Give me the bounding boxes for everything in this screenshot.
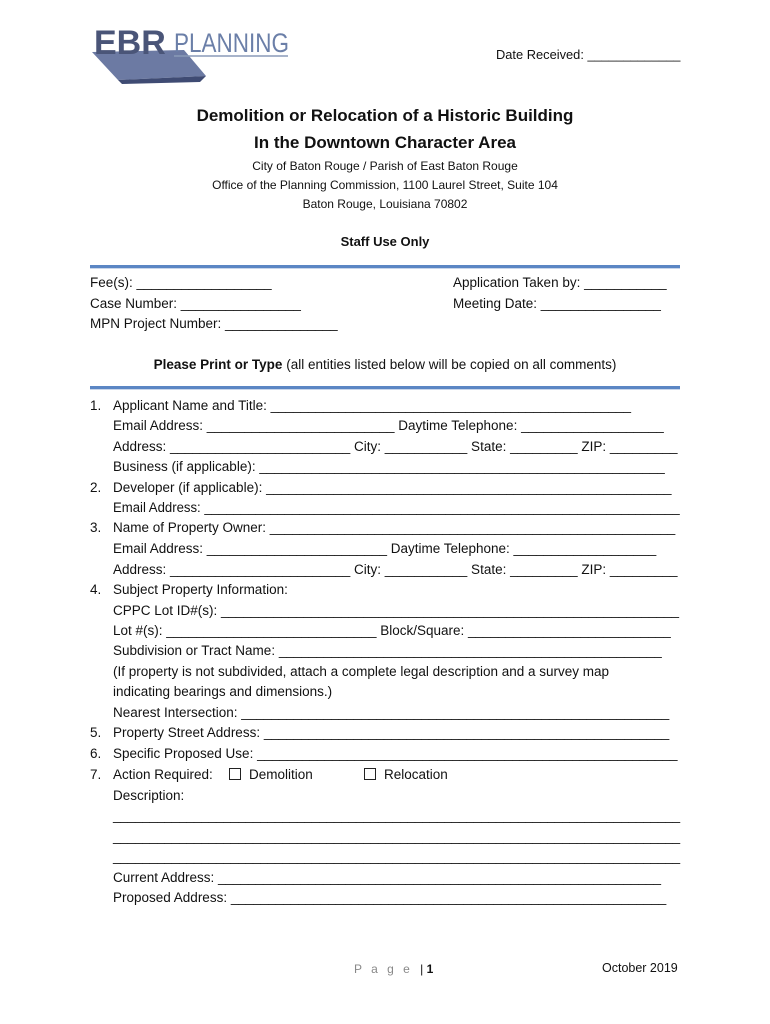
instructions	[0, 357, 770, 372]
form-title-line1: Demolition or Relocation of a Historic Building	[196, 106, 574, 125]
form-divider	[90, 386, 680, 389]
business-field[interactable]: Business (if applicable): ______________________________________________________	[113, 459, 665, 474]
developer-email-field[interactable]: Email Address: _________________________________________________________________	[113, 500, 680, 515]
logo-word: PLANNING	[174, 28, 289, 58]
legal-note-line2: indicating bearings and dimensions.)	[113, 684, 333, 699]
demolition-label: Demolition	[249, 767, 313, 782]
nearest-intersection-field[interactable]: Nearest Intersection: _________________________________________________________	[113, 705, 670, 720]
revision-date: October 2019	[602, 961, 678, 975]
item-number-7: 7.	[90, 767, 102, 782]
ebr-planning-logo	[88, 12, 293, 84]
staff-divider	[90, 265, 680, 268]
owner-email-phone-field[interactable]: Email Address: ________________________ Daytime Telephone: ___________________	[113, 541, 657, 556]
current-address-field[interactable]: Current Address: ___________________________________________________________	[113, 870, 662, 885]
item-number-1: 1.	[90, 398, 102, 413]
item-number-2: 2.	[90, 480, 102, 495]
proposed-address-field[interactable]: Proposed Address: __________________________________________________________	[113, 890, 667, 905]
office-address-line1: City of Baton Rouge / Parish of East Baton Rouge	[252, 159, 518, 173]
relocation-label: Relocation	[384, 767, 448, 782]
property-owner-field[interactable]: Name of Property Owner: ______________________________________________________	[113, 520, 676, 535]
item-number-4: 4.	[90, 582, 102, 597]
item-number-3: 3.	[90, 520, 102, 535]
developer-field[interactable]: Developer (if applicable): ______________________________________________________	[113, 480, 672, 495]
description-label: Description:	[113, 788, 185, 803]
form-title-line2: In the Downtown Character Area	[254, 133, 516, 152]
fees-field[interactable]: Fee(s): __________________	[90, 275, 272, 290]
relocation-checkbox[interactable]	[364, 768, 376, 780]
applicant-email-phone-field[interactable]: Email Address: _________________________ Daytime Telephone: ___________________	[113, 418, 664, 433]
action-required-label: Action Required:	[113, 767, 213, 782]
applicant-address-field[interactable]: Address: ________________________ City: ___________ State: _________ ZIP: _________	[113, 439, 678, 454]
mpn-project-field[interactable]: MPN Project Number: _______________	[90, 316, 338, 331]
office-address-line3: Baton Rouge, Louisiana 70802	[302, 197, 468, 211]
subdivision-field[interactable]: Subdivision or Tract Name: ___________________________________________________	[113, 643, 662, 658]
logo-graphic	[88, 12, 293, 84]
page-label: P a g e	[354, 962, 413, 976]
page-indicator	[354, 962, 433, 976]
property-street-address-field[interactable]: Property Street Address: ______________________________________________________	[113, 725, 670, 740]
instructions-normal: (all entities listed below will be copied on all comments)	[286, 357, 617, 372]
instructions-bold: Please Print or Type	[153, 357, 283, 372]
subject-property-label: Subject Property Information:	[113, 582, 288, 597]
legal-note-line1: (If property is not subdivided, attach a complete legal description and a survey map	[113, 664, 610, 679]
cppc-lot-id-field[interactable]: CPPC Lot ID#(s): _____________________________________________________________	[113, 603, 680, 618]
page-separator: |	[420, 962, 424, 976]
demolition-option[interactable]	[229, 767, 313, 782]
lot-block-field[interactable]: Lot #(s): ____________________________ Block/Square: ___________________________	[113, 623, 671, 638]
description-line-3[interactable]: _____________________________________________________________________________	[113, 849, 681, 864]
staff-use-heading: Staff Use Only	[340, 234, 430, 249]
date-received-field[interactable]: Date Received: _____________	[496, 47, 681, 62]
demolition-checkbox[interactable]	[229, 768, 241, 780]
item-number-5: 5.	[90, 725, 102, 740]
applicant-name-field[interactable]: Applicant Name and Title: ________________________________________________	[113, 398, 631, 413]
office-address-line2: Office of the Planning Commission, 1100 Laurel Street, Suite 104	[212, 178, 558, 192]
description-line-2[interactable]: _____________________________________________________________________________	[113, 829, 681, 844]
owner-address-field[interactable]: Address: ________________________ City: ___________ State: _________ ZIP: _________	[113, 562, 678, 577]
relocation-option[interactable]	[364, 767, 448, 782]
case-number-field[interactable]: Case Number: ________________	[90, 296, 301, 311]
page-number: 1	[426, 962, 434, 976]
item-number-6: 6.	[90, 746, 102, 761]
logo-letters: EBR	[94, 24, 166, 62]
description-line-1[interactable]: _____________________________________________________________________________	[113, 808, 681, 823]
application-taken-by-field[interactable]: Application Taken by: ___________	[453, 275, 667, 290]
proposed-use-field[interactable]: Specific Proposed Use: ________________________________________________________	[113, 746, 678, 761]
meeting-date-field[interactable]: Meeting Date: ________________	[453, 296, 661, 311]
